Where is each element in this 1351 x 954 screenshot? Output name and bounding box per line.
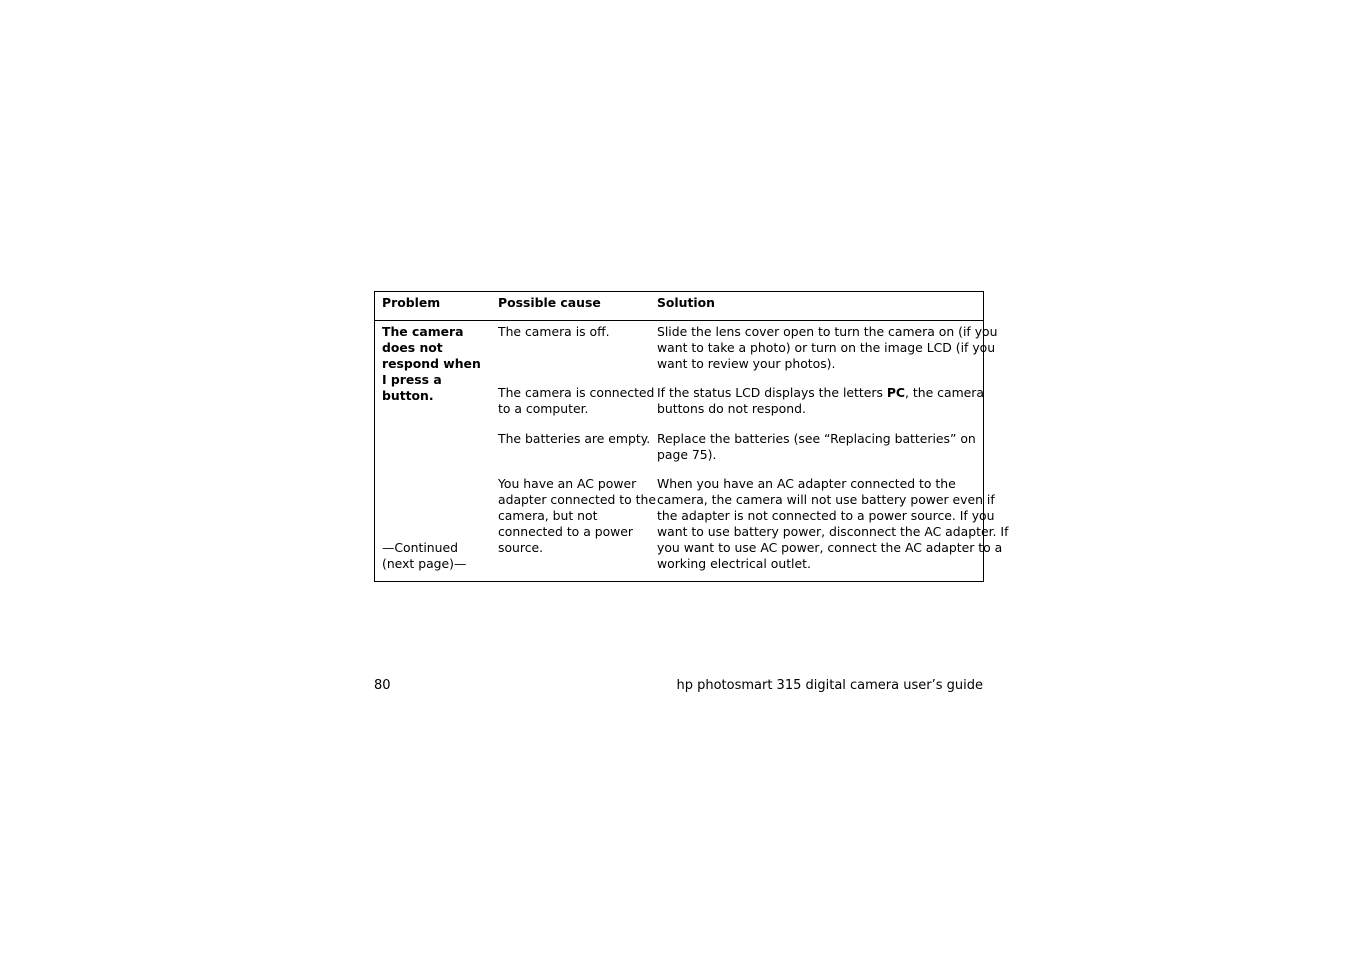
header-problem: Problem	[382, 295, 441, 310]
cause-line: adapter connected to the	[498, 492, 656, 507]
solution-line: buttons do not respond.	[657, 401, 806, 416]
cause-line: source.	[498, 540, 544, 555]
solution-cell-3	[657, 431, 976, 463]
solution-line: you want to use AC power, connect the AC adapter to a	[657, 540, 1003, 555]
solution-text: If the status LCD displays the letters	[657, 385, 887, 400]
problem-cell	[382, 324, 481, 404]
guide-title: hp photosmart 315 digital camera user’s guide	[676, 678, 983, 693]
cause-cell-2	[498, 385, 654, 417]
solution-line: When you have an AC adapter connected to the	[657, 476, 956, 491]
continued-line: (next page)—	[382, 556, 467, 571]
problem-line: The camera	[382, 324, 464, 339]
solution-cell-1	[657, 324, 997, 372]
solution-line	[657, 385, 984, 401]
cause-line: connected to a power	[498, 524, 634, 539]
cause-line: You have an AC power	[498, 476, 637, 491]
problem-line: does not	[382, 340, 443, 355]
solution-line: camera, the camera will not use battery power even if	[657, 492, 995, 507]
cause-cell-3	[498, 431, 650, 447]
solution-line: working electrical outlet.	[657, 556, 811, 571]
header-possible-cause: Possible cause	[498, 295, 601, 310]
solution-line: want to use battery power, disconnect the AC adapter. If	[657, 524, 1009, 539]
solution-cell-4	[657, 476, 1008, 572]
solution-line: want to take a photo) or turn on the image LCD (if you	[657, 340, 996, 355]
solution-line: the adapter is not connected to a power source. If you	[657, 508, 995, 523]
page-number: 80	[374, 678, 391, 693]
cause-line: to a computer.	[498, 401, 589, 416]
continued-line: —Continued	[382, 540, 458, 555]
cause-cell-1	[498, 324, 610, 340]
table-header-row	[375, 292, 983, 321]
cause-line: The camera is connected	[498, 385, 655, 400]
troubleshooting-table	[374, 291, 1009, 582]
solution-line: Replace the batteries (see “Replacing batteries” on	[657, 431, 976, 446]
header-solution: Solution	[657, 295, 716, 310]
cause-cell-4	[498, 476, 656, 556]
solution-cell-2	[657, 385, 984, 417]
continued-note	[382, 540, 466, 572]
solution-line: Slide the lens cover open to turn the camera on (if you	[657, 324, 998, 339]
problem-line: button.	[382, 388, 434, 403]
problem-line: I press a	[382, 372, 442, 387]
cause-line: camera, but not	[498, 508, 598, 523]
problem-line: respond when	[382, 356, 481, 371]
solution-line: page 75).	[657, 447, 717, 462]
cause-line: The batteries are empty.	[498, 431, 651, 446]
cause-line: The camera is off.	[498, 324, 610, 339]
solution-line: want to review your photos).	[657, 356, 836, 371]
solution-text: , the camera	[905, 385, 984, 400]
pc-letters: PC	[886, 385, 906, 400]
